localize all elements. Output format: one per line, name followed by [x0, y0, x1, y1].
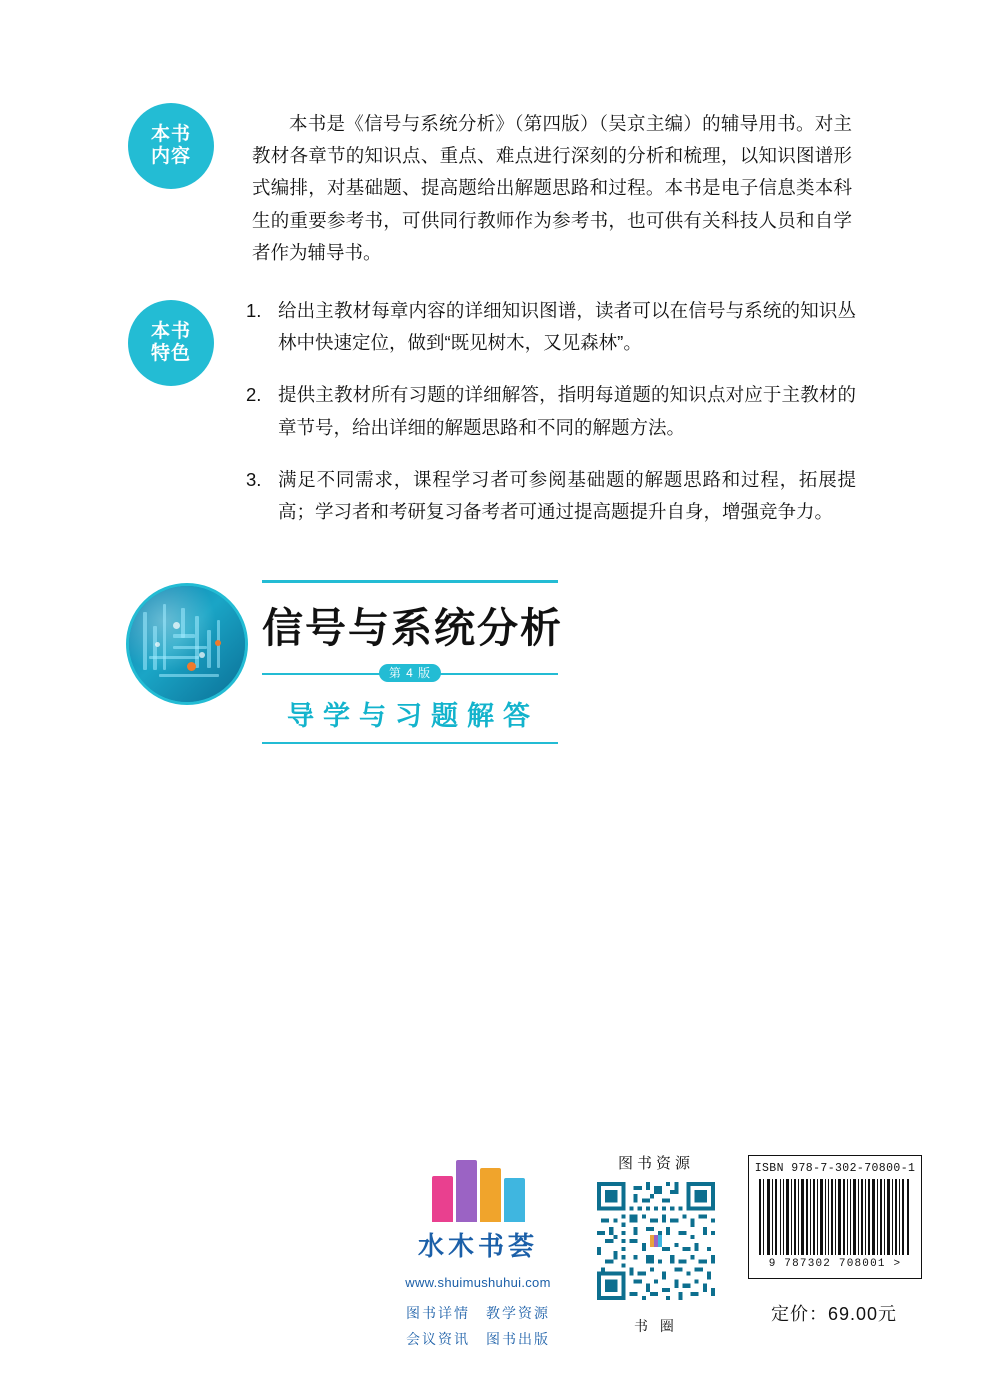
list-item — [246, 295, 856, 359]
books-logo-icon — [384, 1148, 572, 1222]
publisher-logo-block — [384, 1148, 572, 1353]
book-features-list — [246, 295, 856, 548]
isbn-digits: 9 787302 708001 > — [768, 1258, 902, 1270]
badge-book-features-line2: 特色 — [150, 343, 191, 364]
price-label: 定价：69.00元 — [770, 1304, 898, 1324]
title-block — [262, 580, 563, 744]
badge-book-features — [128, 300, 214, 386]
qr-caption: 书 圈 — [634, 1318, 678, 1334]
list-item — [246, 379, 856, 443]
badge-book-features-line1: 本书 — [150, 320, 191, 342]
edition-badge: 第 4 版 — [379, 664, 441, 682]
list-item-text: 满足不同需求，课程学习者可参阅基础题的解题思路和过程，拓展提高；学习者和考研复习备考者可通过提高题提升自身，增强竞争力。 — [278, 468, 856, 522]
book-content-paragraph: 本书是《信号与系统分析》（第四版）（吴京主编）的辅导用书。对主教材各章节的知识点、重点、难点进行深刻的分析和梳理，以知识图谱形式编排，对基础题、提高题给出解题思路和过程。本书是电子信息类本科生的重要参考书，可供同行教师作为参考书，也可供有关科技人员和自学者作为辅导书。 — [252, 113, 852, 263]
isbn-barcode-block — [748, 1155, 922, 1279]
isbn-text: ISBN 978-7-302-70800-1 — [754, 1162, 916, 1175]
publisher-links-line2: 会议资讯 图书出版 — [406, 1330, 550, 1347]
publisher-links — [384, 1301, 572, 1353]
edition-row — [262, 662, 558, 684]
cover-thumbnail-image — [129, 586, 245, 702]
title-bottom-rule — [262, 742, 558, 744]
cover-thumbnail-circle — [126, 583, 248, 705]
badge-book-content-line1: 本书 — [150, 123, 191, 145]
list-item-number: 1. — [246, 300, 262, 321]
badge-book-content-line2: 内容 — [150, 146, 191, 167]
list-item-text: 提供主教材所有习题的详细解答，指明每道题的知识点对应于主教材的章节号，给出详细的解题思路和不同的解题方法。 — [278, 384, 856, 438]
qr-block — [590, 1152, 722, 1336]
list-item-text: 给出主教材每章内容的详细知识图谱，读者可以在信号与系统的知识丛林中快速定位，做到“既见树木，又见森林”。 — [278, 300, 856, 354]
barcode-icon — [757, 1179, 913, 1255]
publisher-name: 水木书荟 — [417, 1231, 538, 1261]
list-item-number: 2. — [246, 384, 262, 406]
badge-book-content — [128, 103, 214, 189]
list-item — [246, 464, 856, 528]
publisher-links-line1: 图书详情 教学资源 — [406, 1305, 550, 1321]
qr-code-icon[interactable] — [597, 1182, 715, 1300]
title-top-rule — [262, 580, 558, 583]
qr-code-svg — [597, 1182, 715, 1300]
page-subtitle: 导学与习题解答 — [287, 701, 539, 731]
page-title: 信号与系统分析 — [262, 605, 563, 651]
qr-title: 图书资源 — [617, 1155, 694, 1172]
list-item-number: 3. — [246, 468, 262, 490]
publisher-url[interactable]: www.shuimushuhui.com — [405, 1275, 551, 1290]
